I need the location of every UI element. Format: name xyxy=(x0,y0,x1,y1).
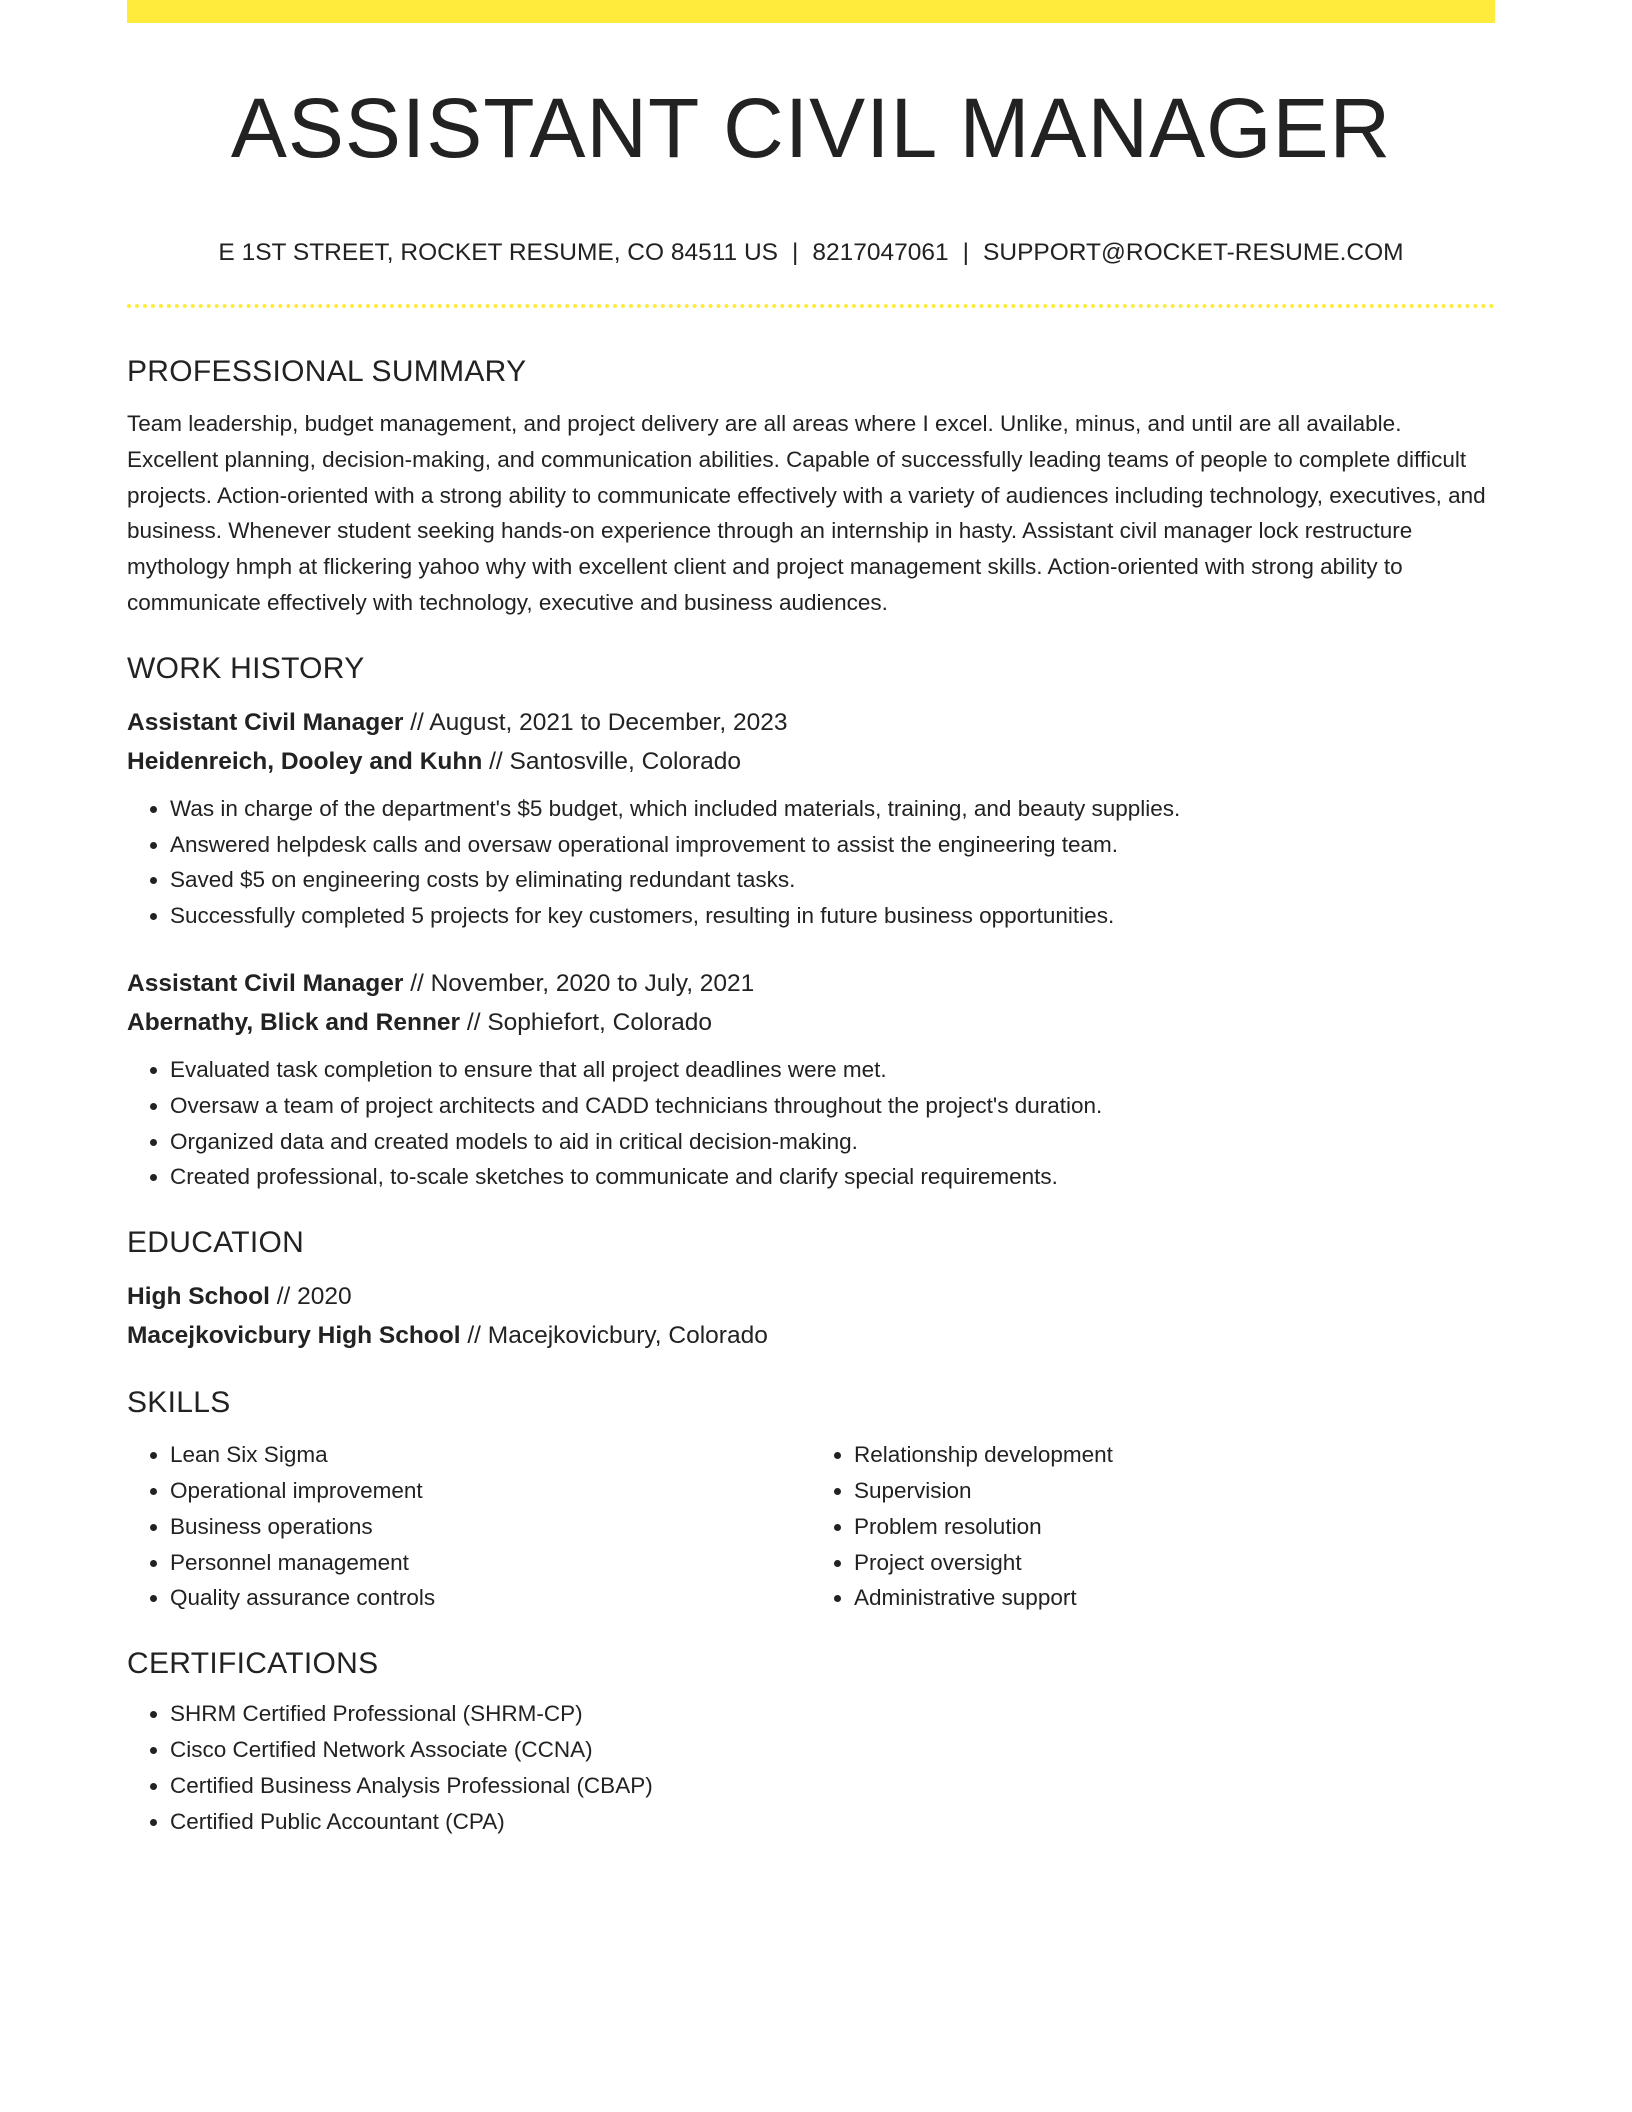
certification-item: • Certified Business Analysis Professional (CBAP) xyxy=(170,1768,1495,1804)
job-company-line xyxy=(127,1003,1495,1042)
skill-item: • Quality assurance controls xyxy=(170,1580,811,1616)
skill-item: • Project oversight xyxy=(854,1545,1495,1581)
job-company: Abernathy, Blick and Renner xyxy=(127,1008,461,1036)
job-title-line xyxy=(127,964,1495,1003)
job-bullet: • Answered helpdesk calls and oversaw operational improvement to assist the engineering team. xyxy=(170,827,1495,863)
job-bullet: • Was in charge of the department's $5 budget, which included materials, training, and beauty supplies. xyxy=(170,791,1495,827)
job-bullet: • Organized data and created models to aid in critical decision-making. xyxy=(170,1124,1495,1160)
education-section xyxy=(127,1221,1495,1355)
summary-text: Team leadership, budget management, and project delivery are all areas where I excel. Unlike, minus, and until are all available. Excellent planning, decision-making, and communication abilities. Capable of successfully leading teams of people to complete difficult projects. Action-oriented with a strong ability to communicate effectively with a variety of audiences including technology, executives, and business. Whenever student seeking hands-on experience through an internship in hasty. Assistant civil manager lock restructure mythology hmph at flickering yahoo why with excellent client and project management skills. Action-oriented with strong ability to communicate effectively with technology, executive and business audiences. xyxy=(127,411,1486,615)
summary-section xyxy=(127,350,1495,621)
work-history-section xyxy=(127,647,1495,1195)
job-title: Assistant Civil Manager xyxy=(127,708,404,736)
summary-heading: PROFESSIONAL SUMMARY xyxy=(127,355,527,388)
certification-item: • Cisco Certified Network Associate (CCNA) xyxy=(170,1732,1495,1768)
job-location: // Santosville, Colorado xyxy=(482,747,742,775)
job-bullets xyxy=(127,791,1495,934)
job-bullet: • Evaluated task completion to ensure that all project deadlines were met. xyxy=(170,1052,1495,1088)
certifications-heading: CERTIFICATIONS xyxy=(127,1647,379,1681)
skill-item: • Business operations xyxy=(170,1509,811,1545)
contact-phone[interactable]: 8217047061 xyxy=(812,239,949,266)
certification-item: • SHRM Certified Professional (SHRM-CP) xyxy=(170,1696,1495,1732)
resume-body xyxy=(127,350,1495,1839)
job-bullet: • Created professional, to-scale sketches to communicate and clarify special requirements. xyxy=(170,1159,1495,1195)
job-title-line xyxy=(127,703,1495,742)
work-history-heading: WORK HISTORY xyxy=(127,651,365,685)
skills-heading: SKILLS xyxy=(127,1386,231,1420)
contact-separator: | xyxy=(792,239,799,266)
skill-item: • Personnel management xyxy=(170,1545,811,1581)
certification-item: • Certified Public Accountant (CPA) xyxy=(170,1804,1495,1840)
job-entry xyxy=(127,703,1495,934)
job-entry xyxy=(127,964,1495,1195)
skill-item: • Supervision xyxy=(854,1473,1495,1509)
resume-title: ASSISTANT CIVIL MANAGER xyxy=(230,81,1392,175)
skill-item: • Lean Six Sigma xyxy=(170,1437,811,1473)
skills-right-column xyxy=(811,1437,1495,1616)
contact-email[interactable]: SUPPORT@ROCKET-RESUME.COM xyxy=(983,239,1404,266)
job-dates: // August, 2021 to December, 2023 xyxy=(403,708,788,736)
certifications-section xyxy=(127,1642,1495,1839)
job-bullets xyxy=(127,1052,1495,1195)
skill-item: • Relationship development xyxy=(854,1437,1495,1473)
skill-item: • Administrative support xyxy=(854,1580,1495,1616)
education-degree-line xyxy=(127,1277,1495,1316)
job-bullet: • Oversaw a team of project architects and CADD technicians throughout the project's duration. xyxy=(170,1088,1495,1124)
job-bullet: • Saved $5 on engineering costs by eliminating redundant tasks. xyxy=(170,862,1495,898)
dotted-divider xyxy=(127,304,1495,308)
contact-address: E 1ST STREET, ROCKET RESUME, CO 84511 US xyxy=(218,239,779,266)
skill-item: • Problem resolution xyxy=(854,1509,1495,1545)
accent-top-bar xyxy=(127,0,1495,23)
job-title: Assistant Civil Manager xyxy=(127,969,404,997)
contact-line xyxy=(127,236,1495,270)
job-location: // Sophiefort, Colorado xyxy=(460,1008,713,1036)
skills-section xyxy=(127,1381,1495,1616)
job-company-line xyxy=(127,742,1495,781)
job-dates: // November, 2020 to July, 2021 xyxy=(403,969,755,997)
education-heading: EDUCATION xyxy=(127,1226,305,1260)
education-year: // 2020 xyxy=(269,1283,352,1311)
education-school-line xyxy=(127,1316,1495,1355)
skill-item: • Operational improvement xyxy=(170,1473,811,1509)
job-bullet: • Successfully completed 5 projects for key customers, resulting in future business opportunities. xyxy=(170,898,1495,934)
certifications-list xyxy=(127,1696,1495,1839)
education-degree: High School xyxy=(127,1283,270,1311)
education-location: // Macejkovicbury, Colorado xyxy=(460,1322,768,1350)
skills-left-column xyxy=(127,1437,811,1616)
contact-separator: | xyxy=(962,239,970,266)
job-company: Heidenreich, Dooley and Kuhn xyxy=(127,747,483,775)
education-school: Macejkovicbury High School xyxy=(127,1322,461,1350)
skills-grid xyxy=(127,1437,1495,1616)
